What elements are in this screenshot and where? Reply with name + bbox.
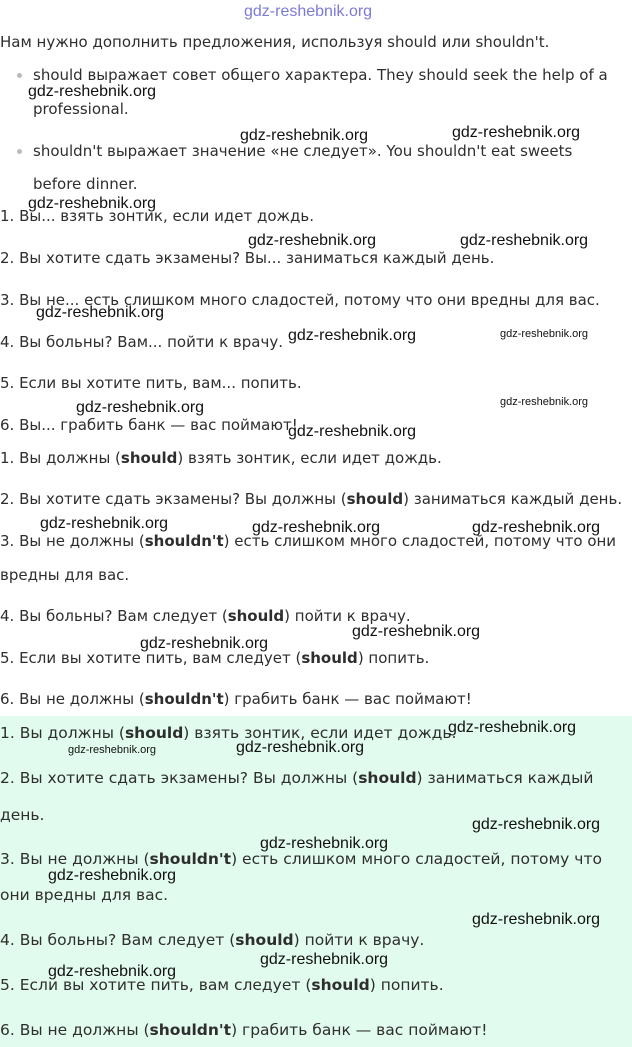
watermark: gdz-reshebnik.org (460, 232, 589, 249)
watermark: gdz-reshebnik.org (48, 963, 177, 980)
answer-6: 6. Вы не должны (shouldn't) грабить банк — вас поймают! (0, 690, 472, 708)
watermark-small: gdz-reshebnik.org (500, 328, 589, 340)
watermark: gdz-reshebnik.org (252, 519, 381, 536)
watermark: gdz-reshebnik.org (260, 835, 389, 852)
task-4: 4. Вы больны? Вам... пойти к врачу. (0, 333, 283, 351)
watermark: gdz-reshebnik.org (240, 127, 369, 144)
bullet-dot-1 (17, 73, 22, 78)
answer-2: 2. Вы хотите сдать экзамены? Вы должны (should) заниматься каждый день. (0, 490, 623, 508)
watermark: gdz-reshebnik.org (36, 304, 165, 321)
watermark: gdz-reshebnik.org (40, 515, 169, 532)
watermark: gdz-reshebnik.org (48, 867, 177, 884)
watermark: gdz-reshebnik.org (472, 911, 601, 928)
watermark: gdz-reshebnik.org (448, 719, 577, 736)
watermark-small: gdz-reshebnik.org (68, 744, 157, 756)
watermark: gdz-reshebnik.org (260, 951, 389, 968)
final-answer-5: 5. Если вы хотите пить, вам следует (should) попить. (0, 976, 444, 994)
watermark: gdz-reshebnik.org (352, 623, 481, 640)
watermark: gdz-reshebnik.org (236, 739, 365, 756)
answer-1: 1. Вы должны (should) взять зонтик, если идет дождь. (0, 449, 442, 467)
watermark: gdz-reshebnik.org (76, 399, 205, 416)
answer-4: 4. Вы больны? Вам следует (should) пойти к врачу. (0, 607, 411, 625)
task-6: 6. Вы... грабить банк — вас поймают! (0, 416, 298, 434)
bullet-2-line-2: before dinner. (33, 175, 138, 193)
watermark: gdz-reshebnik.org (472, 519, 601, 536)
final-answer-2-continued: день. (0, 806, 45, 824)
final-answer-3-continued: они вредны для вас. (0, 886, 169, 904)
watermark: gdz-reshebnik.org (452, 124, 581, 141)
answer-3: 3. Вы не должны (shouldn't) есть слишком много сладостей, потому что они (0, 532, 617, 550)
final-answer-1: 1. Вы должны (should) взять зонтик, если идет дождь. (0, 724, 457, 742)
watermark: gdz-reshebnik.org (28, 195, 157, 212)
watermark: gdz-reshebnik.org (28, 83, 157, 100)
bullet-2-line-1: shouldn't выражает значение «не следует». You shouldn't eat sweets (33, 142, 573, 160)
bullet-1-line-2: professional. (33, 100, 129, 118)
watermark: gdz-reshebnik.org (288, 423, 417, 440)
bullet-1-line-1: should выражает совет общего характера. They should seek the help of a (33, 66, 608, 84)
final-answer-4: 4. Вы больны? Вам следует (should) пойти к врачу. (0, 931, 425, 949)
final-answer-3: 3. Вы не должны (shouldn't) есть слишком много сладостей, потому что (0, 850, 602, 868)
watermark: gdz-reshebnik.org (472, 816, 601, 833)
bullet-dot-2 (17, 149, 22, 154)
watermark-small: gdz-reshebnik.org (500, 396, 589, 408)
task-1: 1. Вы... взять зонтик, если идет дождь. (0, 207, 314, 225)
watermark: gdz-reshebnik.org (248, 232, 377, 249)
final-answer-2: 2. Вы хотите сдать экзамены? Вы должны (should) заниматься каждый (0, 769, 594, 787)
task-3: 3. Вы не... есть слишком много сладостей, потому что они вредны для вас. (0, 291, 600, 309)
answer-3-continued: вредны для вас. (0, 566, 130, 584)
task-5: 5. Если вы хотите пить, вам... попить. (0, 374, 302, 392)
final-answer-6: 6. Вы не должны (shouldn't) грабить банк — вас поймают! (0, 1021, 488, 1039)
task-2: 2. Вы хотите сдать экзамены? Вы... заниматься каждый день. (0, 249, 495, 267)
answer-5: 5. Если вы хотите пить, вам следует (should) попить. (0, 649, 430, 667)
intro-text: Нам нужно дополнить предложения, используя should или shouldn't. (0, 33, 550, 51)
watermark: gdz-reshebnik.org (140, 635, 269, 652)
site-title: gdz-reshebnik.org (244, 3, 373, 20)
watermark: gdz-reshebnik.org (288, 327, 417, 344)
